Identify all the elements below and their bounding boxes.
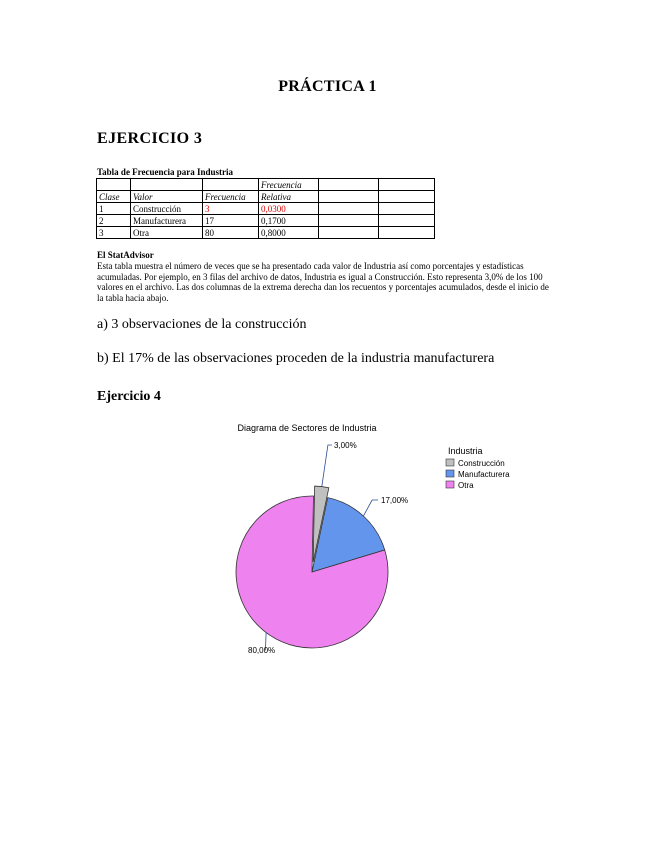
legend-swatch [446, 459, 454, 466]
table-cell [319, 203, 379, 215]
table-row [97, 227, 435, 239]
table-header-cell [203, 179, 259, 191]
table-cell [319, 215, 379, 227]
table-cell: 1 [97, 203, 131, 215]
table-cell: 0,8000 [259, 227, 319, 239]
legend-label: Manufacturera [458, 470, 510, 479]
table-cell: 0,0300 [259, 203, 319, 215]
legend-label: Construcción [458, 459, 505, 468]
table-header-cell [379, 179, 435, 191]
table-cell: 80 [203, 227, 259, 239]
table-row [97, 203, 435, 215]
table-header-cell [319, 191, 379, 203]
table-caption: Tabla de Frecuencia para Industria [97, 167, 234, 177]
table-cell: Manufacturera [131, 215, 203, 227]
table-header-cell: Frecuencia [203, 191, 259, 203]
table-cell [319, 227, 379, 239]
table-row [97, 215, 435, 227]
slice-label: 80,00% [248, 646, 276, 655]
answer-a: a) 3 observaciones de la construcción [97, 317, 307, 332]
table-cell [379, 227, 435, 239]
table-header-cell: Clase [97, 191, 131, 203]
table-cell: Otra [131, 227, 203, 239]
statadvisor-title: El StatAdvisor [97, 250, 154, 260]
statadvisor-text: Esta tabla muestra el número de veces que se ha presentado cada valor de Industria así como porcentajes y estadísticas acumuladas. Por ejemplo, en 3 filas del archivo de datos, Industria es igual a Construcción. Esto representa 3,0% de los 100 valores en el archivo. Las dos columnas de la extrema derecha dan los recuentos y porcentajes acumulados, desde el inicio de la tabla hacia abajo. [97, 261, 549, 303]
leader-line [322, 445, 332, 487]
legend-label: Otra [458, 481, 474, 490]
legend-title: Industria [448, 446, 483, 456]
pie-chart [200, 415, 540, 665]
table-header-cell [131, 179, 203, 191]
table-header-cell [97, 179, 131, 191]
table-header-row-top [97, 179, 435, 191]
table-header-cell [319, 179, 379, 191]
table-cell: 0,1700 [259, 215, 319, 227]
table-header-cell: Frecuencia [259, 179, 319, 191]
table-header-cell: Valor [131, 191, 203, 203]
table-cell: 17 [203, 215, 259, 227]
slice-label: 17,00% [381, 496, 409, 505]
legend-swatch [446, 470, 454, 477]
table-cell: Construcción [131, 203, 203, 215]
table-cell [379, 215, 435, 227]
section-title-ejercicio-4: Ejercicio 4 [97, 389, 161, 404]
table-header-cell: Relativa [259, 191, 319, 203]
table-header-row [97, 191, 435, 203]
section-title-ejercicio-3: EJERCICIO 3 [97, 130, 203, 147]
slice-label: 3,00% [334, 441, 357, 450]
table-cell: 2 [97, 215, 131, 227]
page-title: PRÁCTICA 1 [278, 78, 377, 95]
table-header-cell [379, 191, 435, 203]
chart-title: Diagrama de Sectores de Industria [237, 423, 377, 433]
table-cell [379, 203, 435, 215]
answer-b: b) El 17% de las observaciones proceden de la industria manufacturera [97, 351, 495, 366]
table-cell: 3 [97, 227, 131, 239]
leader-line [363, 500, 378, 516]
legend-swatch [446, 481, 454, 488]
frequency-table [96, 178, 435, 239]
table-cell: 3 [203, 203, 259, 215]
